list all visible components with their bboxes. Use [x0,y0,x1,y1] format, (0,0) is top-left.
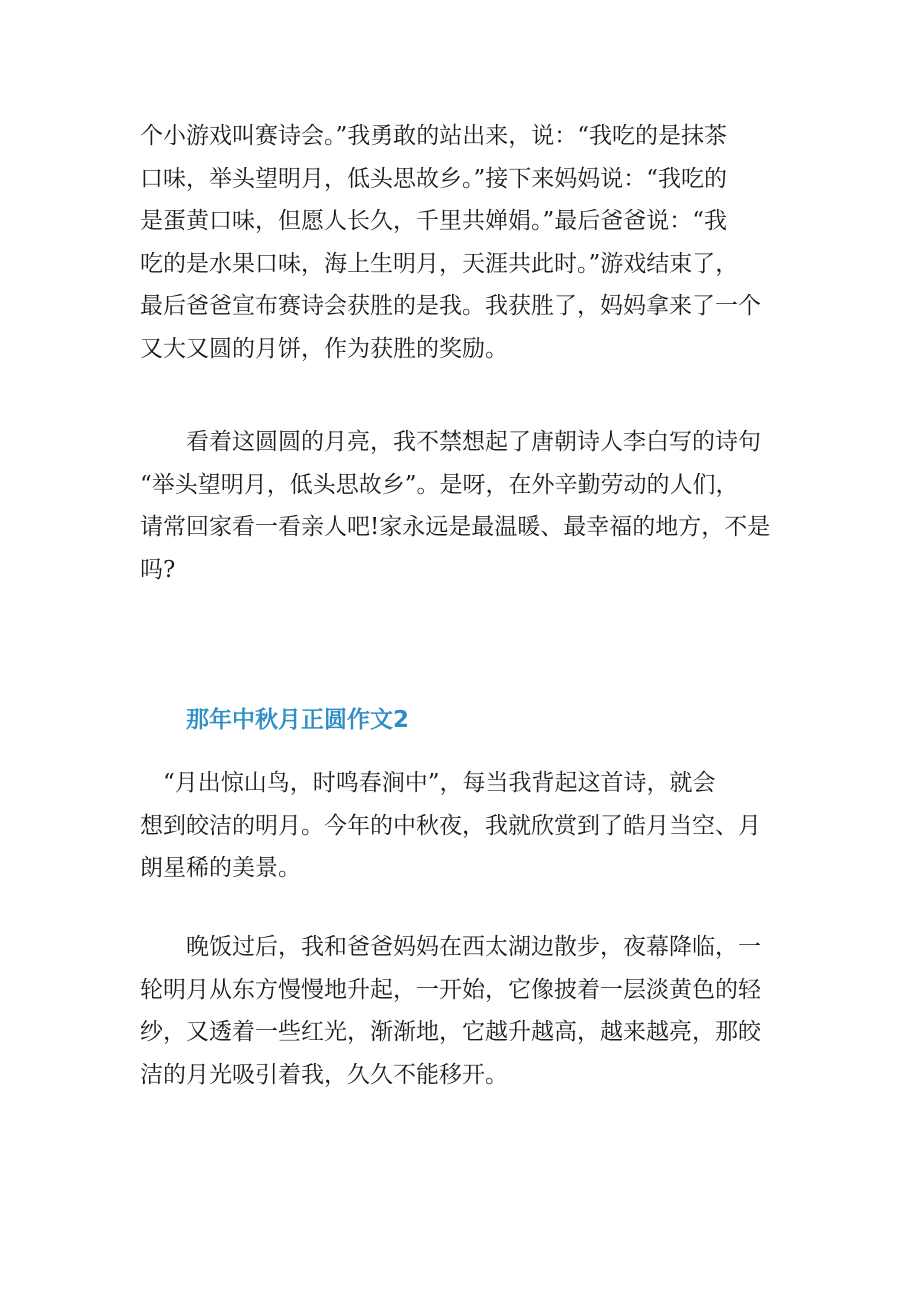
text-line: 又大又圆的月饼，作为获胜的奖励。 [140,335,508,362]
text-line: 朗星稀的美景。 [140,855,301,881]
text-line: 想到皎洁的明月。今年的中秋夜，我就欣赏到了皓月当空、月 [140,812,761,839]
text-line: “举头望明月，低头思故乡”。是呀，在外辛勤劳动的人们， [140,471,739,498]
text-line: 吃的是水果口味，海上生明月，天涯共此时。”游戏结束了， [140,250,739,277]
text-line: 口味，举头望明月，低头思故乡。”接下来妈妈说：“我吃的 [140,165,728,192]
text-line: 轮明月从东方慢慢地升起，一开始，它像披着一层淡黄色的轻 [140,976,761,1003]
text-line: 请常回家看一看亲人吧!家永远是最温暖、最幸福的地方，不是 [140,514,771,540]
paragraph-evening-walk [140,926,780,1096]
text-line: 是蛋黄口味，但愿人长久，千里共婵娟。”最后爸爸说：“我 [140,208,728,234]
section-heading: 那年中秋月正圆作文2 [186,707,410,733]
paragraph-game [140,115,780,370]
text-line: 吗? [140,556,176,583]
text-line: 洁的月光吸引着我，久久不能移开。 [140,1061,508,1088]
text-line: 看着这圆圆的月亮，我不禁想起了唐朝诗人李白写的诗句 [140,429,761,455]
text-line: 晚饭过后，我和爸爸妈妈在西太湖边散步，夜幕降临，一 [140,934,761,960]
paragraph-poem-intro [140,762,780,890]
text-line: 最后爸爸宣布赛诗会获胜的是我。我获胜了，妈妈拿来了一个 [140,293,761,319]
paragraph-moon-reflection [140,421,780,591]
text-line: “月出惊山鸟，时鸣春涧中”，每当我背起这首诗，就会 [140,770,716,796]
text-line: 纱，又透着一些红光，渐渐地，它越升越高，越来越亮，那皎 [140,1019,761,1045]
text-line: 个小游戏叫赛诗会。”我勇敢的站出来，说：“我吃的是抹茶 [140,123,728,149]
